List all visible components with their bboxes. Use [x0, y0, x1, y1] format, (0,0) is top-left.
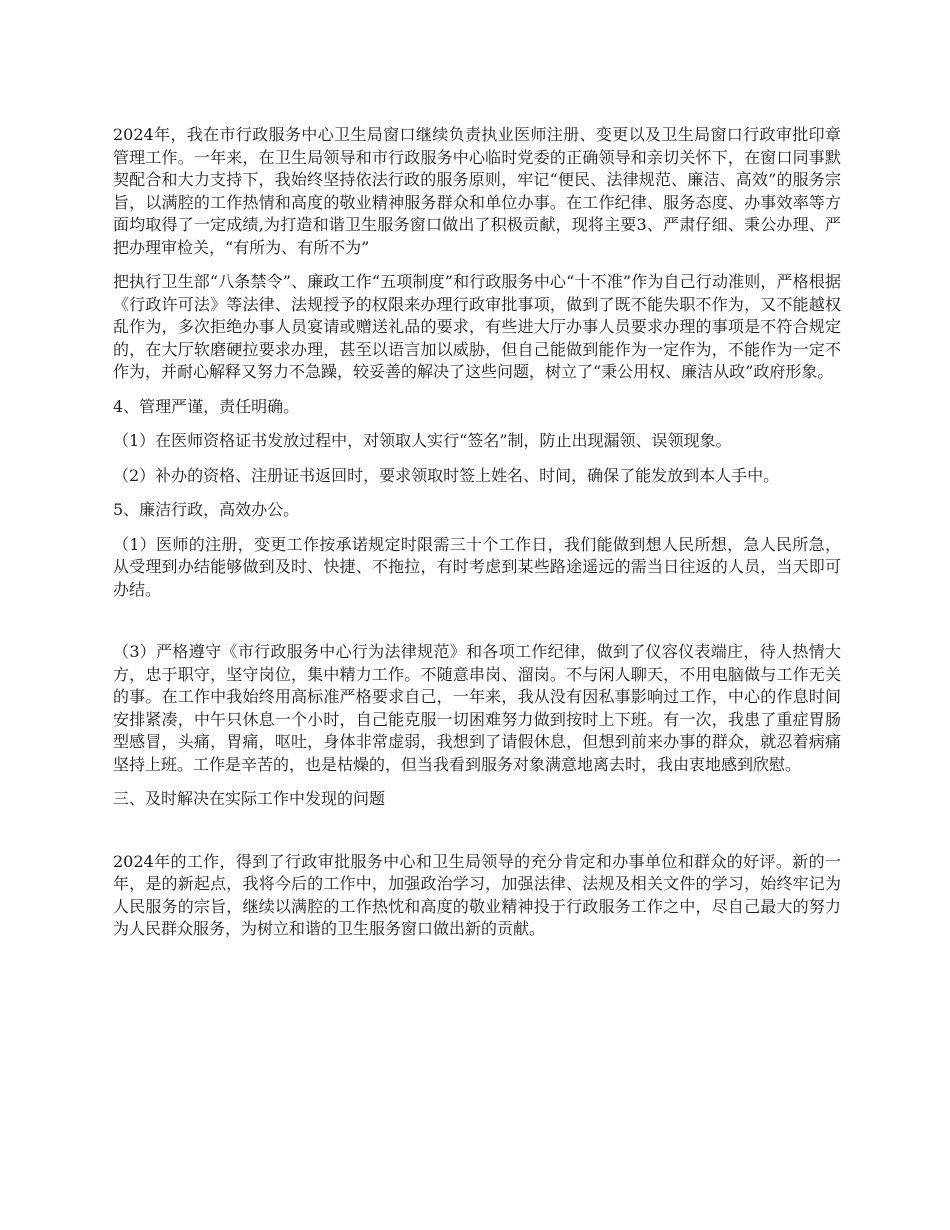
paragraph-intro: 2024年，我在市行政服务中心卫生局窗口继续负责执业医师注册、变更以及卫生局窗口行政审批印章管理工作。一年来，在卫生局领导和市行政服务中心临时党委的正确领导和亲切关怀下，在窗口同事默契配合和大力支持下，我始终坚持依法行政的服务原则，牢记“便民、法律规范、廉洁、高效”的服务宗旨，以满腔的工作热情和高度的敬业精神服务群众和单位办事。在工作纪律、服务态度、办事效率等方面均取得了一定成绩,为打造和谐卫生服务窗口做出了积极贡献，现将主要3、严肃仔细、秉公办理、严把办理审检关，“有所为、有所不为”: [113, 125, 841, 257]
paragraph-item-1: （1）在医师资格证书发放过程中，对领取人实行“签名”制，防止出现漏领、误领现象。: [113, 431, 732, 450]
paragraph-discipline: （3）严格遵守《市行政服务中心行为法律规范》和各项工作纪律，做到了仪容仪表端庄，待人热情大方，忠于职守，坚守岗位，集中精力工作。不随意串岗、溜岗。不与闲人聊天，不用电脑做与工作无关的事。在工作中我始终用高标准严格要求自己，一年来，我从没有因私事影响过工作，中心的作息时间安排紧凑，中午只休息一个小时，自己能克服一切困难努力做到按时上下班。有一次，我患了重症胃肠型感冒，头痛，胃痛，呕吐，身体非常虚弱，我想到了请假休息，但想到前来办事的群众，就忍着病痛坚持上班。工作是辛苦的，也是枯燥的，但当我看到服务对象满意地离去时，我由衷地感到欣慰。: [113, 642, 841, 774]
paragraph-conclusion: 2024年的工作，得到了行政审批服务中心和卫生局领导的充分肯定和办事单位和群众的好评。新的一年，是的新起点，我将今后的工作中，加强政治学习，加强法律、法规及相关文件的学习，始终牢记为人民服务的宗旨，继续以满腔的工作热忱和高度的敬业精神投于行政服务工作之中，尽自己最大的努力为人民群众服务，为树立和谐的卫生服务窗口做出新的贡献。: [113, 851, 841, 938]
heading-efficiency: 5、廉洁行政，高效办公。: [113, 500, 300, 519]
document-body: [113, 124, 841, 953]
paragraph-registration: （1）医师的注册，变更工作按承诺规定时限需三十个工作日，我们能做到想人民所想，急人民所急，从受理到办结能够做到及时、快捷、不拖拉，有时考虑到某些路途遥远的需当日往返的人员，当天即可办结。: [113, 534, 841, 599]
paragraph-integrity: 把执行卫生部“八条禁令”、廉政工作“五项制度”和行政服务中心“十不准”作为自己行动准则，严格根据《行政许可法》等法律、法规授予的权限来办理行政审批事项，做到了既不能失职不作为，又不能越权乱作为，多次拒绝办事人员宴请或赠送礼品的要求，有些进大厅办事人员要求办理的事项是不符合规定的，在大厅软磨硬拉要求办理，甚至以语言加以威胁，但自己能做到能作为一定作为，不能作为一定不作为，并耐心解释又努力不急躁，较妥善的解决了这些问题，树立了“秉公用权、廉洁从政”政府形象。: [113, 272, 841, 381]
heading-section-three: 三、及时解决在实际工作中发现的问题: [113, 789, 386, 808]
paragraph-item-2: （2）补办的资格、注册证书返回时，要求领取时签上姓名、时间，确保了能发放到本人手中。: [113, 465, 780, 485]
heading-management: 4、管理严谨，责任明确。: [113, 396, 300, 416]
